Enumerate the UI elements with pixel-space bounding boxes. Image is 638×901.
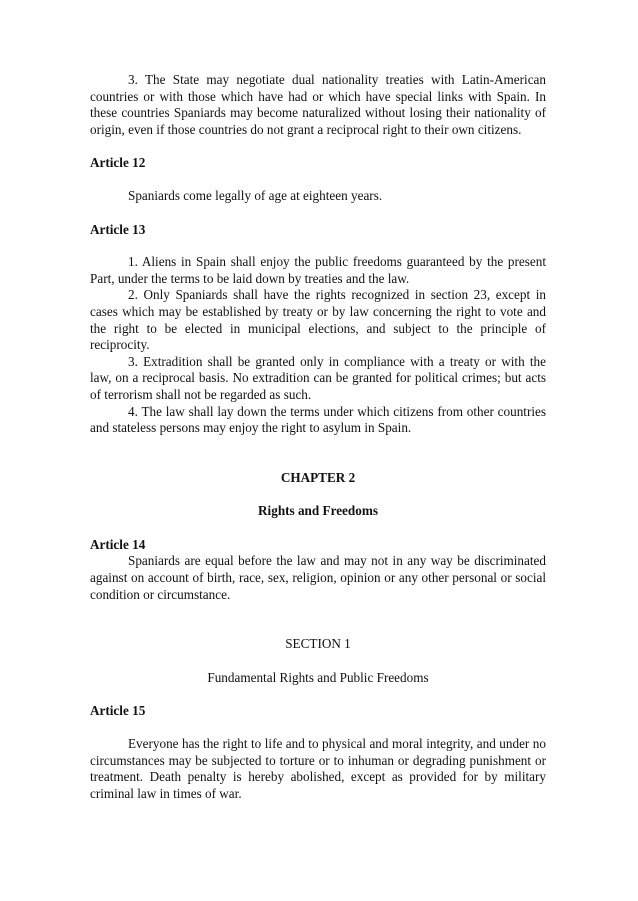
article-13-paragraph-1: 1. Aliens in Spain shall enjoy the public freedoms guaranteed by the present Part, under the terms to be laid down by treaties and the law. [90, 254, 546, 286]
article-13-paragraph-3: 3. Extradition shall be granted only in compliance with a treaty or with the law, on a reciprocal basis. No extradition can be granted for political crimes; but acts of terrorism shall not be regarded as such. [90, 353, 546, 402]
article-15-heading: Article 15 [90, 703, 146, 719]
article-12-text: Spaniards come legally of age at eighteen years. [128, 187, 383, 203]
article-13-heading: Article 13 [90, 221, 146, 237]
document-page [90, 72, 546, 802]
article-12-heading: Article 12 [90, 155, 146, 171]
section-heading: SECTION 1 [285, 636, 351, 652]
section-title: Fundamental Rights and Public Freedoms [207, 669, 429, 685]
chapter-title: Rights and Freedoms [258, 503, 378, 519]
article-14-text: Spaniards are equal before the law and may not in any way be discriminated against on account of birth, race, sex, religion, opinion or any other personal or social condition or circumstance. [90, 553, 546, 602]
article-13-paragraph-4: 4. The law shall lay down the terms under which citizens from other countries and stateless persons may enjoy the right to asylum in Spain. [90, 403, 546, 436]
article-11-paragraph-3: 3. The State may negotiate dual nationality treaties with Latin-American countries or with those which have had or which have special links with Spain. In these countries Spaniards may become naturalized without losing their nationality of origin, even if those countries do not grant a reciprocal right to their own citizens. [90, 72, 546, 137]
article-15-text: Everyone has the right to life and to physical and moral integrity, and under no circumstances may be subjected to torture or to inhuman or degrading punishment or treatment. Death penalty is hereby abolished, except as provided for by military criminal law in times of war. [90, 736, 546, 801]
article-13-paragraph-2: 2. Only Spaniards shall have the rights recognized in section 23, except in cases which may be established by treaty or by law concerning the right to vote and the right to be elected in municipal elections, and subject to the principle of reciprocity. [90, 287, 546, 353]
article-14-heading: Article 14 [90, 536, 146, 552]
chapter-heading: CHAPTER 2 [280, 469, 356, 485]
